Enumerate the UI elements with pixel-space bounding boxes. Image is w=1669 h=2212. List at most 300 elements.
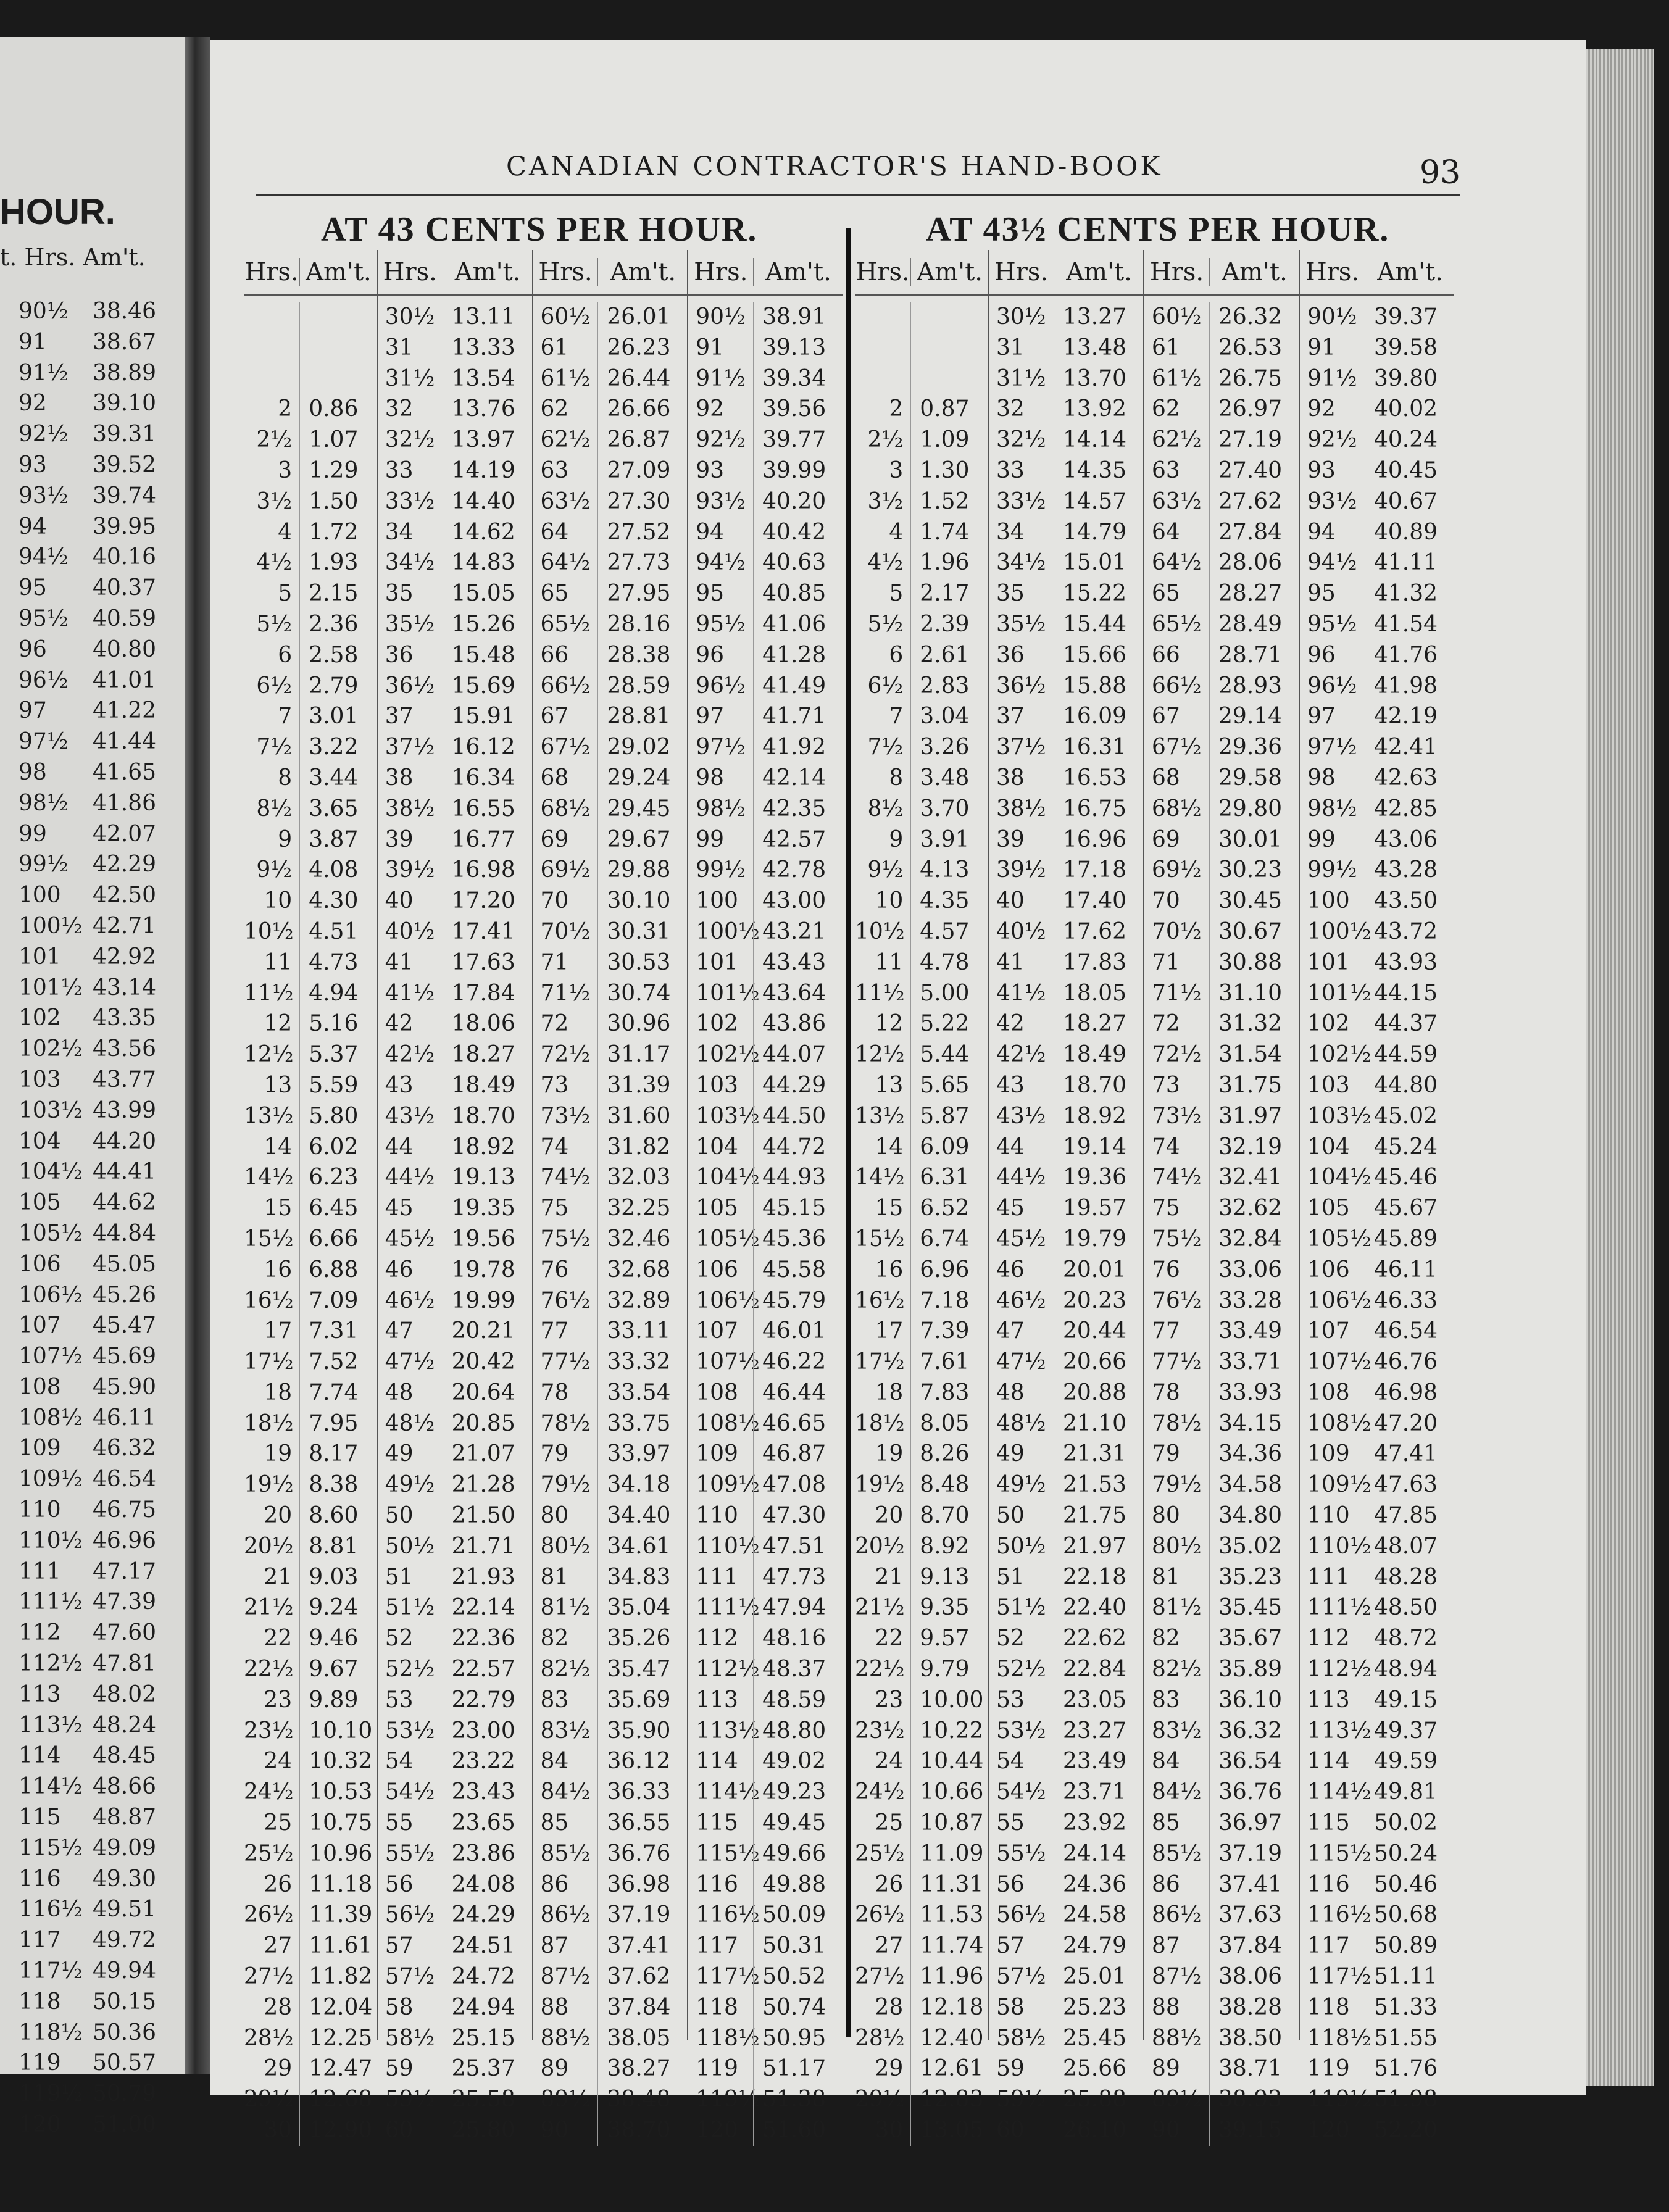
table-row [989,1900,1143,1931]
facing-amount-cell: 39.74 [93,483,157,509]
amount-cell: 12.61 [910,2053,988,2084]
hours-cell: 114 [1307,1748,1350,1774]
facing-hours-cell: 100 [19,883,61,908]
hours-cell: 6½ [867,673,904,699]
facing-amount-cell: 38.46 [93,299,157,324]
table-row [1300,1162,1454,1193]
hours-cell: 18 [875,1379,904,1405]
amount-cell: 29.80 [1209,794,1299,825]
facing-hours-cell: 99 [19,821,47,847]
hours-cell: 97½ [696,734,746,760]
hours-cell [244,364,299,394]
table-row [378,671,532,702]
table-row [533,1039,688,1070]
table-row [244,1623,377,1654]
hours-cell: 28½ [855,2025,905,2051]
hours-cell: 52 [385,1626,414,1652]
amount-cell: 23.86 [443,1839,532,1869]
amount-cell: 9.57 [910,1623,988,1654]
amount-cell: 30.74 [597,978,687,1009]
hours-cell: 99½ [696,857,746,883]
amount-cell: 44.07 [753,1039,843,1070]
amount-cell: 15.26 [443,609,532,640]
hours-cell: 73½ [1152,1103,1202,1129]
amount-cell: 1.29 [299,455,377,486]
hours-cell: 17 [875,1318,904,1344]
amount-cell: 43.64 [753,978,843,1009]
table-row [1144,364,1299,394]
hours-cell: 8½ [867,796,904,821]
table-row [688,2023,843,2054]
table-row [378,1654,532,1685]
hours-cell: 72½ [540,1042,591,1068]
hours-cell: 101½ [1307,980,1371,1006]
amount-cell [910,364,988,394]
amount-cell: 48.94 [1365,1654,1454,1685]
table-row [244,1839,377,1869]
facing-amount-cell: 49.51 [93,1897,157,1923]
table-row [1300,1839,1454,1869]
amount-cell: 19.99 [443,1286,532,1316]
facing-amount-cell: 40.59 [93,605,157,631]
hours-cell: 100 [1307,888,1350,914]
amount-cell: 49.81 [1365,1777,1454,1808]
hours-cell: 109 [1307,1441,1350,1467]
table-row [855,1286,988,1316]
table-row [688,1961,843,1992]
hours-cell: 58½ [385,2025,435,2051]
amount-cell: 3.48 [910,763,988,794]
table-row [378,1992,532,2023]
table-row [244,1531,377,1562]
facing-amount-cell: 43.56 [93,1036,157,1062]
amount-cell: 26.44 [597,364,687,394]
facing-amount-cell: 48.02 [93,1681,157,1707]
column-header [989,250,1143,296]
table-row [989,1224,1143,1255]
table-row [1300,1500,1454,1531]
table-row [533,1531,688,1562]
amount-cell: 17.84 [443,978,532,1009]
header-rule [256,194,1460,196]
hours-cell: 45½ [385,1226,435,1252]
table-row [533,1716,688,1747]
hours-cell: 40½ [385,918,435,944]
amount-cell: 26.01 [597,302,687,333]
table-row [1144,1685,1299,1716]
table-row [244,1008,377,1039]
table-row [533,1408,688,1439]
table-row [1300,2023,1454,2054]
table-row [1144,1654,1299,1685]
amount-cell: 30.23 [1209,855,1299,886]
table-row [688,486,843,517]
table-row [244,1808,377,1839]
amount-cell: 40.89 [1365,517,1454,548]
table-row [989,1286,1143,1316]
table-row [855,794,988,825]
hours-cell: 105½ [696,1226,760,1252]
hours-cell: 76½ [540,1287,591,1313]
amount-cell: 25.58 [443,2084,532,2115]
amount-cell: 14.35 [1054,455,1143,486]
hours-cell: 11 [264,949,293,975]
hours-cell: 78½ [1152,1410,1202,1436]
amount-cell: 1.52 [910,486,988,517]
table-row [688,2115,843,2146]
table-row [1300,1008,1454,1039]
table-row [1300,886,1454,917]
table-row [378,1685,532,1716]
table-row [855,1255,988,1286]
hours-cell: 12 [875,1011,904,1037]
table-row [533,978,688,1009]
hours-cell: 32½ [385,427,435,453]
table-row [533,1286,688,1316]
table-row [378,1839,532,1869]
table-row [533,364,688,394]
hours-cell: 79 [540,1441,569,1467]
facing-hours-cell: 92½ [19,422,69,447]
table-row [688,1008,843,1039]
table-row [989,609,1143,640]
amount-cell: 28.49 [1209,609,1299,640]
table-row [533,794,688,825]
facing-page-rows [0,296,185,2140]
table-row [244,1562,377,1593]
amount-cell: 38.93 [1209,2084,1299,2115]
amount-cell: 33.54 [597,1378,687,1408]
amount-cell [910,302,988,333]
hours-cell: 87 [1152,1933,1180,1959]
amount-cell: 23.22 [443,1746,532,1777]
amount-cell: 33.11 [597,1316,687,1347]
table-row [378,1439,532,1470]
amount-cell: 48.07 [1365,1531,1454,1562]
table-row [855,1992,988,2023]
table-row [688,978,843,1009]
table-row [1144,1347,1299,1378]
amount-cell: 3.26 [910,732,988,763]
hours-cell: 117½ [1307,1964,1371,1990]
table-row [688,547,843,578]
hours-cell: 44 [385,1134,414,1160]
hours-cell: 18½ [855,1410,905,1436]
facing-amount-cell: 46.32 [93,1436,157,1462]
hours-cell: 69 [1152,826,1180,852]
table-row [855,302,988,333]
amount-cell: 50.02 [1365,1808,1454,1839]
hours-cell: 57 [385,1933,414,1959]
table-row [855,1623,988,1654]
hours-cell: 89½ [540,2087,591,2113]
amount-cell: 14.57 [1054,486,1143,517]
hours-cell: 22 [875,1626,904,1652]
hours-cell: 42 [996,1011,1025,1037]
amount-cell: 5.22 [910,1008,988,1039]
facing-amount-cell: 41.86 [93,790,157,816]
table-row [1300,2115,1454,2146]
table-row [855,1408,988,1439]
hours-cell: 34 [385,519,414,545]
amount-cell: 35.47 [597,1654,687,1685]
hours-cell: 31½ [996,365,1046,391]
amount-cell: 20.88 [1054,1378,1143,1408]
table-row [1144,794,1299,825]
hours-cell: 81½ [540,1595,591,1621]
amount-cell: 17.40 [1054,886,1143,917]
facing-hours-cell: 103 [19,1066,61,1092]
hours-cell: 87½ [1152,1964,1202,1990]
hours-cell: 107½ [696,1349,760,1375]
hours-cell: 102½ [696,1042,760,1068]
hours-cell: 4½ [256,550,293,576]
amount-cell: 1.09 [910,425,988,455]
hours-cell: 52 [996,1626,1025,1652]
hours-cell: 41½ [385,980,435,1006]
running-head: CANADIAN CONTRACTOR'S HAND-BOOK [506,151,1163,182]
hours-cell: 84 [540,1748,569,1774]
amount-cell: 28.81 [597,701,687,732]
table-row [989,1070,1143,1101]
table-row [989,2115,1143,2146]
facing-hours-cell: 107 [19,1313,61,1339]
table-row [1144,1316,1299,1347]
table-row [989,1378,1143,1408]
hours-cell: 99 [1307,826,1336,852]
table-row [1300,701,1454,732]
table-row [378,1132,532,1163]
amount-cell: 7.39 [910,1316,988,1347]
amount-cell: 48.16 [753,1623,843,1654]
hours-cell: 111½ [1307,1595,1371,1621]
table-row [855,1162,988,1193]
facing-amount-cell: 46.75 [93,1497,157,1523]
amount-cell: 29.58 [1209,763,1299,794]
hours-cell: 76 [540,1257,569,1283]
table-row [1300,1347,1454,1378]
hours-cell: 106 [696,1257,738,1283]
facing-hours-cell: 113½ [19,1712,83,1738]
table-row [378,364,532,394]
amount-cell: 8.48 [910,1470,988,1500]
table-row [1144,394,1299,425]
amount-cell: 20.21 [443,1316,532,1347]
amount-cell: 36.32 [1209,1716,1299,1747]
amount-cell: 1.72 [299,517,377,548]
hours-cell: 107½ [1307,1349,1371,1375]
hours-cell: 76½ [1152,1287,1202,1313]
table-row [855,1470,988,1500]
table-row [855,1378,988,1408]
table-row [855,1101,988,1132]
table-row [688,425,843,455]
hours-cell: 53½ [996,1718,1046,1744]
table-row [989,1746,1143,1777]
amount-cell: 14.62 [443,517,532,548]
facing-hours-cell: 106 [19,1251,61,1277]
table-row [244,1500,377,1531]
facing-amount-cell: 40.37 [93,575,157,601]
hours-cell: 75½ [540,1226,591,1252]
amount-cell: 24.79 [1054,1931,1143,1961]
hours-cell: 64 [540,519,569,545]
amount-cell: 13.33 [443,333,532,364]
amount-cell: 34.40 [597,1500,687,1531]
amount-cell: 9.46 [299,1623,377,1654]
table-row [855,1900,988,1931]
hours-cell: 25 [264,1810,293,1836]
table-row [1300,425,1454,455]
amount-cell: 6.88 [299,1255,377,1286]
amount-cell: 22.57 [443,1654,532,1685]
table-row [244,1869,377,1900]
amount-cell: 49.45 [753,1808,843,1839]
amount-cell: 10.10 [299,1716,377,1747]
facing-amount-cell: 45.05 [93,1251,157,1277]
table-row [533,1316,688,1347]
hours-cell: 67 [1152,704,1180,730]
hours-cell: 43 [385,1072,414,1098]
hours-cell: 48½ [385,1410,435,1436]
hours-cell: 24 [875,1748,904,1774]
facing-amount-cell: 50.15 [93,1989,157,2014]
table-row [989,394,1143,425]
table-row [244,1286,377,1316]
amount-cell: 49.59 [1365,1746,1454,1777]
amount-cell: 39.13 [753,333,843,364]
hours-cell: 37 [996,704,1025,730]
amount-cell: 31.10 [1209,978,1299,1009]
table-row [989,1162,1143,1193]
hours-cell: 82 [1152,1626,1180,1652]
facing-amount-cell: 42.92 [93,944,157,970]
amount-cell: 12.47 [299,2053,377,2084]
amount-cell: 35.67 [1209,1623,1299,1654]
amount-cell: 45.36 [753,1224,843,1255]
facing-page-fragment [0,37,185,2138]
table-row [1144,1992,1299,2023]
facing-hours-cell: 94 [19,514,47,539]
table-row [378,1623,532,1654]
amount-cell: 20.42 [443,1347,532,1378]
amount-cell: 48.59 [753,1685,843,1716]
table-row [378,333,532,364]
hours-cell: 103½ [696,1103,760,1129]
table-row [1300,978,1454,1009]
table-row [378,1378,532,1408]
amount-header: Am't. [454,258,521,286]
table-row [688,1224,843,1255]
amount-cell: 33.75 [597,1408,687,1439]
amount-cell: 19.79 [1054,1224,1143,1255]
table-row [989,1623,1143,1654]
hours-cell: 37½ [385,734,435,760]
hours-cell: 110½ [1307,1533,1371,1559]
table-row [244,947,377,978]
facing-amount-cell: 49.09 [93,1835,157,1861]
amount-cell: 43.72 [1365,917,1454,947]
amount-cell: 35.45 [1209,1592,1299,1623]
amount-cell: 41.98 [1365,671,1454,702]
hours-cell: 69½ [540,857,591,883]
table-row [244,763,377,794]
wage-table-43-cents [244,250,843,2143]
amount-cell: 37.19 [597,1900,687,1931]
table-row [1144,855,1299,886]
hours-cell: 112 [1307,1626,1350,1652]
amount-cell: 19.78 [443,1255,532,1286]
amount-cell: 7.61 [910,1347,988,1378]
table-row [1144,671,1299,702]
table-row [989,794,1143,825]
table-row [1144,1101,1299,1132]
hours-cell: 62 [1152,396,1180,422]
hours-cell: 51½ [385,1595,435,1621]
amount-cell: 23.00 [443,1716,532,1747]
facing-hours-cell: 111 [19,1558,61,1584]
amount-cell: 24.58 [1054,1900,1143,1931]
facing-amount-cell: 43.99 [93,1097,157,1123]
amount-cell: 46.87 [753,1439,843,1470]
hours-cell: 70½ [1152,918,1202,944]
hours-cell: 118 [696,1994,738,2020]
amount-cell: 36.76 [597,1839,687,1869]
amount-cell: 38.71 [1209,2053,1299,2084]
table-row [244,825,377,855]
hours-cell: 111½ [696,1595,760,1621]
amount-cell: 19.56 [443,1224,532,1255]
hours-cell: 48 [996,1379,1025,1405]
table-row [855,1839,988,1869]
amount-cell: 35.69 [597,1685,687,1716]
hours-cell: 88 [1152,1994,1180,2020]
table-row [533,1623,688,1654]
hours-cell: 26 [264,1871,293,1897]
amount-cell: 33.28 [1209,1286,1299,1316]
amount-cell: 9.24 [299,1592,377,1623]
hours-cell: 48½ [996,1410,1046,1436]
hours-cell: 55 [385,1810,414,1836]
amount-cell: 44.80 [1365,1070,1454,1101]
amount-cell: 6.96 [910,1255,988,1286]
facing-amount-cell: 45.90 [93,1374,157,1400]
amount-cell: 20.85 [443,1408,532,1439]
amount-cell: 12.83 [910,2084,988,2115]
table-row [533,886,688,917]
hours-cell: 58 [385,1994,414,2020]
amount-cell: 27.84 [1209,517,1299,548]
amount-cell: 30.31 [597,917,687,947]
hours-cell: 3½ [256,488,293,514]
hours-cell: 98 [696,765,725,791]
hours-cell: 49 [385,1441,414,1467]
amount-cell: 12.18 [910,1992,988,2023]
table-row [989,1992,1143,2023]
table-row [989,1839,1143,1869]
table-row [855,855,988,886]
amount-cell: 11.82 [299,1961,377,1992]
table-column-group [855,250,989,2143]
hours-cell: 71 [1152,949,1180,975]
hours-cell: 104½ [696,1165,760,1191]
amount-cell: 5.80 [299,1101,377,1132]
amount-cell: 3.87 [299,825,377,855]
table-row [855,640,988,671]
hours-cell: 119 [696,2056,738,2082]
hours-cell: 66 [540,642,569,668]
hours-cell: 51 [385,1564,414,1590]
